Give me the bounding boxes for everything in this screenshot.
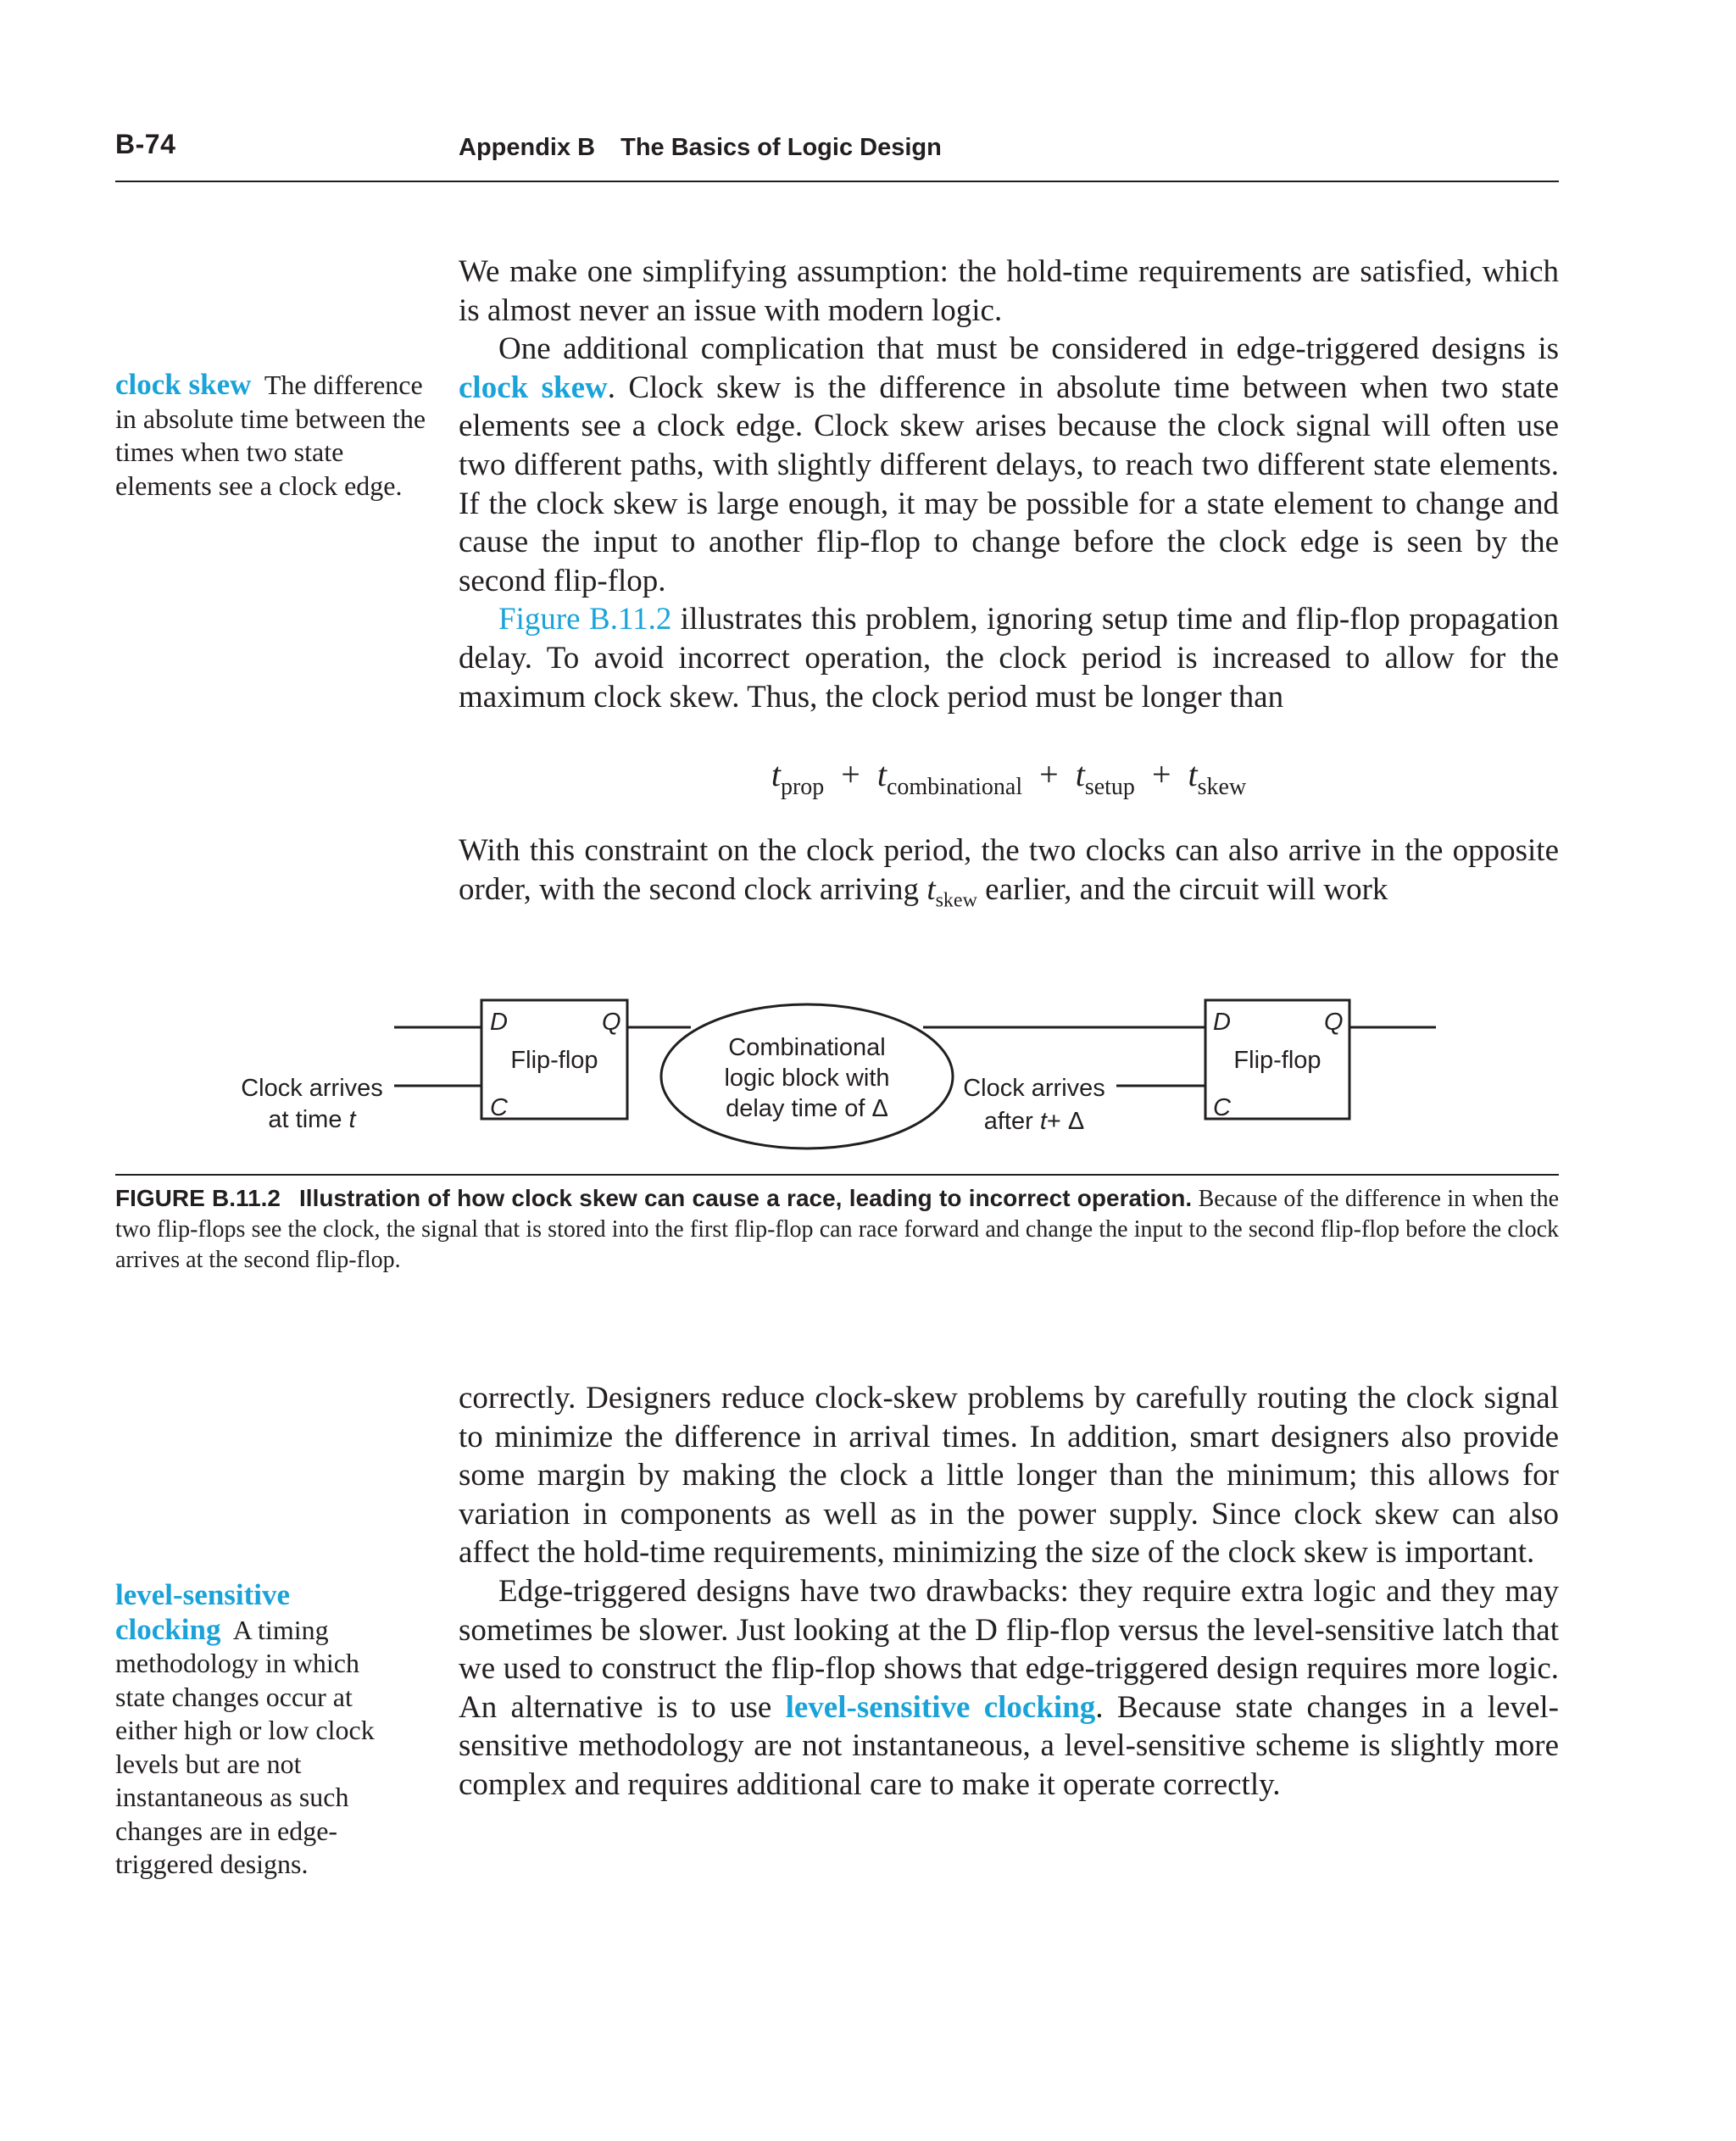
para4-text-b: earlier, and the circuit will work	[976, 871, 1388, 907]
clock1-label-line2	[268, 1106, 357, 1133]
para6-text-b: . Because state changes in a level-sensitive methodology are not instantaneous, a level-sensitive scheme is slightly more complex and requires additional care to make it operate correctly.	[459, 1689, 1559, 1802]
eq-sub-skew: skew	[1197, 774, 1247, 800]
para4-text-a: With this constraint on the clock period, the two clocks can also arrive in the opposite order, with the second clock arriving	[459, 833, 1559, 907]
clock1-label-line1: Clock arrives	[241, 1075, 383, 1102]
ff1-c-label: C	[490, 1094, 508, 1121]
para4-var-t: t	[926, 871, 936, 907]
ff2-q-label: Q	[1324, 1009, 1344, 1036]
figure-caption	[115, 1183, 1559, 1276]
eq-var-t: t	[771, 755, 781, 793]
ff1-label: Flip-flop	[510, 1047, 598, 1074]
margin-note-level-sensitive	[115, 1578, 387, 1882]
eq-var-t: t	[876, 755, 887, 793]
paragraph-figure-ref	[459, 600, 1559, 716]
para2-text-b: . Clock skew is the difference in absolute time between when two state elements see a clock edge. Clock skew arises because the clock signal will often use two different paths, with slightly different delays, to reach two different state elements. If the clock skew is large enough, it may be possible for a state element to change and cause the input to another flip-flop to change before the clock edge is seen by the second flip-flop.	[459, 370, 1559, 598]
key-term-level-sensitive-clocking: level-sensitive clocking	[785, 1689, 1096, 1725]
eq-sub-setup: setup	[1084, 774, 1135, 800]
logic-label-line1: Combinational	[728, 1034, 886, 1061]
eq-plus: +	[1039, 755, 1059, 793]
margin-term-level-sensitive: level-sensitive clocking	[115, 1578, 291, 1646]
clock2-var-t: t	[1039, 1108, 1047, 1135]
figure-caption-body: Because of the difference in when the two flip-flops see the clock, the signal that is stored into the first flip-flop can race forward and change the input to the second flip-flop before the clock arrives at the second flip-flop.	[115, 1186, 1560, 1273]
para3-text: illustrates this problem, ignoring setup time and flip-flop propagation delay. To avoid incorrect operation, the clock period is increased to allow for the maximum clock skew. Thus, the clock period must be longer than	[459, 602, 1559, 715]
logic-label-line3: delay time of Δ	[726, 1095, 888, 1122]
header-rule	[115, 181, 1559, 182]
para2-text-a: One additional complication that must be considered in edge-triggered designs is	[498, 331, 1559, 367]
body-upper	[459, 253, 1559, 716]
logic-label-line2: logic block with	[724, 1065, 890, 1092]
ff2-c-label: C	[1213, 1094, 1231, 1121]
clock2-prefix: after	[983, 1108, 1040, 1135]
eq-sub-combinational: combinational	[886, 774, 1023, 800]
body-lower	[459, 1379, 1559, 1805]
margin-definition-level-sensitive: A timing methodology in which state changes occur at either high or low clock levels but are not instantaneous as such changes are in edge-triggered designs.	[115, 1614, 375, 1879]
clock2-suffix: + Δ	[1046, 1108, 1085, 1135]
eq-sub-prop: prop	[780, 774, 825, 800]
paragraph-opposite-order	[459, 831, 1559, 920]
para4-sub-skew: skew	[935, 888, 977, 911]
eq-plus: +	[841, 755, 860, 793]
para6-text-a: Edge-triggered designs have two drawbacks: they require extra logic and they may sometimes be slower. Just looking at the D flip-flop versus the level-sensitive latch that we used to construct the flip-flop shows that edge-triggered design requires more logic. An alternative is to use	[459, 1573, 1559, 1725]
ff2-label: Flip-flop	[1233, 1047, 1321, 1074]
figure-title: Illustration of how clock skew can cause a race, leading to incorrect operation.	[299, 1185, 1193, 1211]
clock1-prefix: at time	[268, 1106, 349, 1133]
clock-period-equation	[459, 754, 1559, 801]
paragraph-correctly: correctly. Designers reduce clock-skew problems by carefully routing the clock signal to minimize the difference in arrival times. In addition, smart designers also provide some margin by making the clock a little longer than the minimum; this allows for variation in components as well as in the power supply. Since clock skew can also affect the hold-time requirements, minimizing the size of the clock skew is important.	[459, 1381, 1559, 1571]
clock-skew-diagram	[0, 983, 1736, 1153]
running-head-part: Appendix B	[459, 134, 596, 161]
eq-var-t: t	[1075, 755, 1085, 793]
margin-term-clock-skew: clock skew	[115, 368, 252, 401]
caption-rule	[115, 1174, 1559, 1176]
ff1-d-label: D	[490, 1009, 508, 1036]
ff2-d-label: D	[1213, 1009, 1231, 1036]
eq-plus: +	[1151, 755, 1171, 793]
clock2-label-line2	[984, 1108, 1085, 1135]
figure-label: FIGURE B.11.2	[115, 1185, 281, 1211]
paragraph-hold-time: We make one simplifying assumption: the hold-time requirements are satisfied, which is almost never an issue with modern logic.	[459, 254, 1559, 328]
figure-crossref-link[interactable]: Figure B.11.2	[498, 602, 672, 637]
clock2-label-line1: Clock arrives	[963, 1075, 1105, 1102]
eq-var-t: t	[1188, 755, 1198, 793]
running-head	[459, 134, 942, 162]
body-after-equation	[459, 831, 1559, 920]
paragraph-level-sensitive	[459, 1572, 1559, 1805]
ff1-q-label: Q	[602, 1009, 621, 1036]
margin-note-clock-skew	[115, 368, 429, 503]
paragraph-clock-skew	[459, 330, 1559, 600]
running-head-title: The Basics of Logic Design	[620, 134, 942, 161]
page-number: B-74	[115, 129, 176, 159]
clock1-var-t: t	[348, 1106, 356, 1133]
margin-definition-clock-skew: The difference in absolute time between the times when two state elements see a clock edge.	[115, 370, 426, 501]
key-term-clock-skew: clock skew	[459, 370, 608, 405]
